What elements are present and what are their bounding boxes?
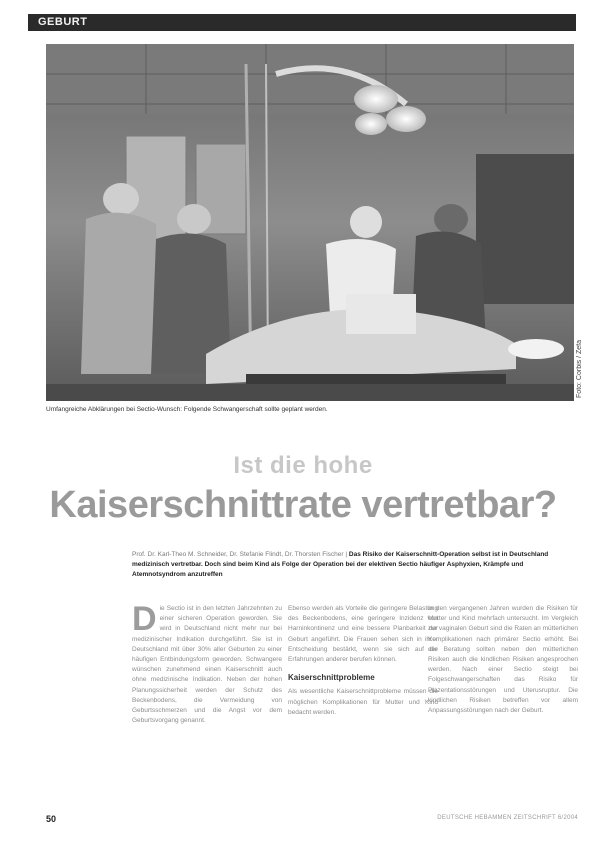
subheading: Kaiserschnittprobleme	[288, 673, 375, 683]
body-text-col1: ie Sectio ist in den letzten Jahrzehnten zu einer sicheren Operation geworden. Sie wird in Deutschland nicht mehr nur bei medizinischer Indikation durchgeführt. Sie ist in Deutschland mit über 30% aller Geburten zu einer häufigen Entbindungsform geworden. Schwangere wünschen zunehmend einen Kaiserschnitt auch ohne medizinische Indikation. Neben der hohen Planungssicherheit werden der Schutz des Beckenbodens, die Vermeidung von Geburtsschmerzen und die Angst vor dem Geburtsvorgang genannt.	[132, 605, 282, 725]
section-rubric: GEBURT	[28, 14, 576, 31]
lead-paragraph	[132, 550, 572, 580]
body-column-3	[428, 604, 578, 809]
body-text-col2-top: Ebenso werden als Vorteile die geringere Belastung des Beckenbodens, eine geringere Inzidenz von Harninkontinenz und eine bessere Planbarkeit der Geburt angeführt. Die Frauen sehen sich in ihrer Entscheidung bestärkt, wenn sie sich auf die Erfahrungen anderer berufen können.	[288, 605, 438, 664]
teaser: Das Risiko der Kaiserschnitt-Operation selbst ist in Deutschland medizinisch vertretbar. Doch sind beim Kind als Folge der Operation bei der elektiven Sectio häufiger Asphyxien, Krämpfe und Atemnotsyndrom anzutreffen	[132, 551, 549, 578]
body-text-col2-bottom: Als wesentliche Kaiserschnittprobleme müssen die möglichen Komplikationen für Mutter und Kind bedacht werden.	[288, 688, 438, 716]
journal-footer: DEUTSCHE HEBAMMEN ZEITSCHRIFT 6/2004	[437, 815, 578, 821]
headline-pre-title: Ist die hohe	[233, 452, 373, 479]
authors: Prof. Dr. Karl-Theo M. Schneider, Dr. Stefanie Flindt, Dr. Thorsten Fischer |	[132, 551, 348, 558]
body-text-col3: In den vergangenen Jahren wurden die Risiken für Mutter und Kind mehrfach untersucht. Im Vergleich zur vaginalen Geburt sind die Raten an mütterlichen Komplikationen nach primärer Sectio erhöht. Bei der Beratung sollten neben den mütterlichen Risiken auch die kindlichen Risiken angesprochen werden. Nach einer Sectio steigt bei Folgeschwangerschaften das Risiko für Plazentationsstörungen und Uterusruptur. Die kindlichen Risiken betreffen vor allem Anpassungsstörungen nach der Geburt.	[428, 605, 578, 715]
drop-cap: D	[132, 604, 157, 638]
headline-main-title: Kaiserschnittrate vertretbar?	[49, 484, 557, 526]
photo-caption: Umfangreiche Abklärungen bei Sectio-Wunsch: Folgende Schwangerschaft sollte geplant werden.	[46, 406, 328, 413]
operating-room-photo	[46, 44, 574, 401]
photo-credit: Foto: Corbis / Zefa	[576, 340, 583, 398]
body-column-2	[288, 604, 438, 809]
photo-illustration	[46, 44, 574, 401]
body-column-1	[132, 604, 282, 809]
page-number: 50	[46, 814, 57, 824]
